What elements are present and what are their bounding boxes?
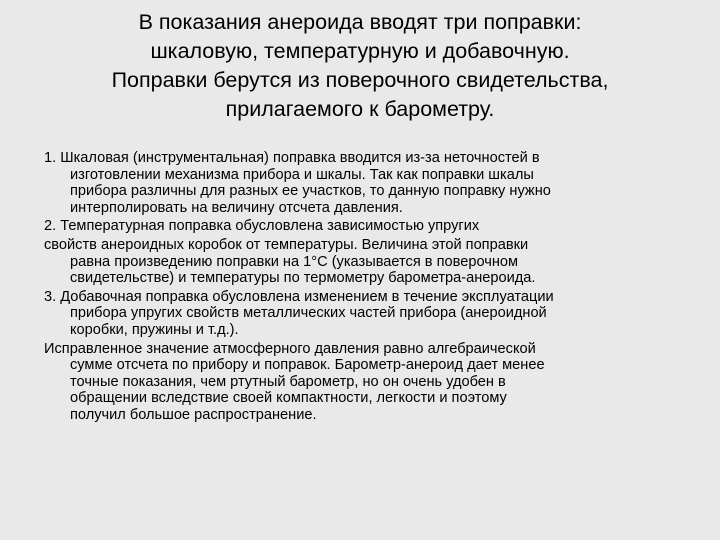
slide-body <box>44 150 694 426</box>
paragraph-additional-correction <box>44 289 694 339</box>
paragraph-line: изготовлении механизма прибора и шкалы. Так как поправки шкалы <box>70 166 534 183</box>
paragraph-line: точные показания, чем ртутный барометр, но он очень удобен в <box>70 373 506 390</box>
paragraph-line: свойств анероидных коробок от температуры. Величина этой поправки <box>44 236 529 253</box>
paragraph-line: равна произведению поправки на 1°С (указывается в поверочном <box>70 253 519 270</box>
title-line: Поправки берутся из поверочного свидетельства, <box>111 68 609 92</box>
paragraph-line: получил большое распространение. <box>70 406 317 423</box>
paragraph-temperature-correction <box>44 218 694 235</box>
paragraph-corrected-pressure <box>44 341 694 424</box>
paragraph-line: свидетельстве) и температуры по термометру барометра-анероида. <box>70 270 536 287</box>
paragraph-temperature-details <box>44 237 694 287</box>
paragraph-scale-correction <box>44 150 694 216</box>
paragraph-line: 3. Добавочная поправка обусловлена изменением в течение эксплуатации <box>44 288 554 305</box>
slide-title <box>40 8 680 124</box>
title-line: шкаловую, температурную и добавочную. <box>150 39 570 63</box>
paragraph-line: прибора упругих свойств металлических частей прибора (анероидной <box>70 305 547 322</box>
title-line: прилагаемого к барометру. <box>225 97 495 121</box>
paragraph-line: Исправленное значение атмосферного давления равно алгебраической <box>44 340 536 357</box>
paragraph-line: 2. Температурная поправка обусловлена зависимостью упругих <box>44 218 480 235</box>
paragraph-line: интерполировать на величину отсчета давления. <box>70 199 403 216</box>
paragraph-line: 1. Шкаловая (инструментальная) поправка вводится из-за неточностей в <box>44 150 540 166</box>
paragraph-line: коробки, пружины и т.д.). <box>70 321 239 338</box>
paragraph-line: обращении вследствие своей компактности, легкости и поэтому <box>70 390 507 407</box>
paragraph-line: прибора различны для разных ее участков, то данную поправку нужно <box>70 183 551 200</box>
paragraph-line: сумме отсчета по прибору и поправок. Барометр-анероид дает менее <box>70 357 545 374</box>
title-line: В показания анероида вводят три поправки: <box>138 10 582 34</box>
